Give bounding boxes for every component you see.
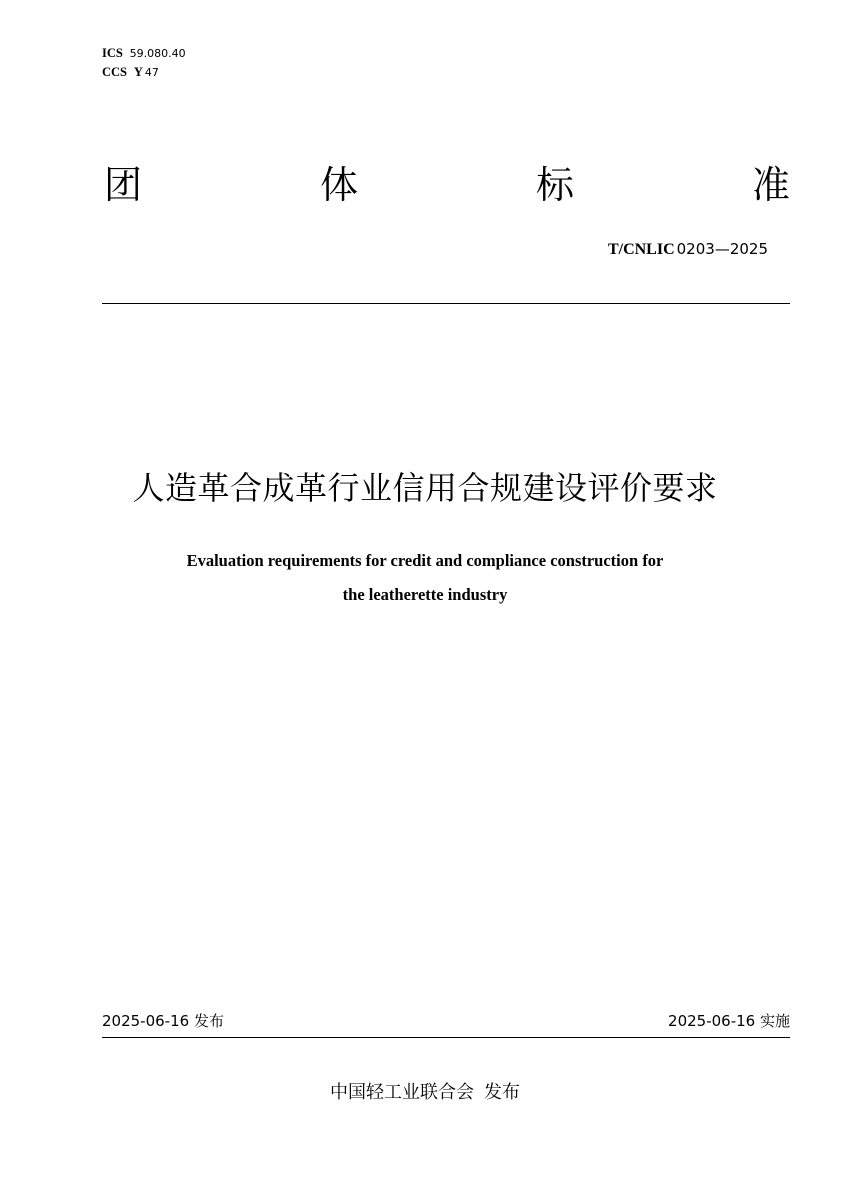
ccs-label: CCS [102,65,128,79]
classification-block [102,44,186,82]
standard-code [608,240,768,259]
title-english-line: the leatherette industry [342,585,508,604]
publisher [0,1078,850,1104]
publisher-action: 发布 [484,1082,520,1103]
standard-code-number: 0203—2025 [676,240,768,258]
ccs-number: 47 [144,66,159,79]
title-english-line: Evaluation requirements for credit and compliance construction for [186,551,664,570]
header-divider [102,303,790,304]
ics-row [102,44,186,63]
standard-code-prefix: T/CNLIC [607,241,675,258]
title-english [100,544,750,612]
standard-type-heading [104,160,790,210]
ics-label: ICS [102,46,123,60]
publisher-name: 中国轻工业联合会 [330,1082,474,1103]
title-chinese: 人造革合成革行业信用合规建设评价要求 [132,469,718,507]
ccs-letter: Y [133,65,143,79]
standard-type-char: 团 [104,163,143,207]
standard-type-char: 准 [751,163,790,207]
footer-divider [102,1037,790,1038]
standard-type-char: 体 [319,163,358,207]
ics-value: 59.080.40 [129,47,186,60]
implement-date: 2025-06-16 实施 [668,1012,790,1030]
publish-date: 2025-06-16 发布 [102,1012,224,1030]
standard-type-char: 标 [535,163,574,207]
ccs-row [102,63,186,82]
